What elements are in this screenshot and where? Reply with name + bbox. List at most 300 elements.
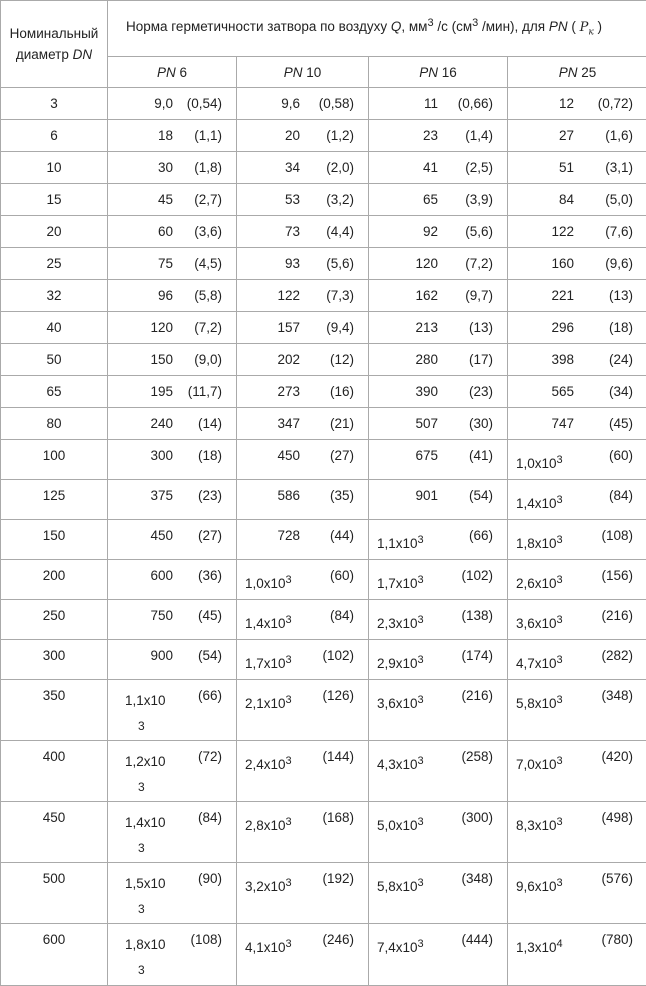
norm-value-cm3min: (44) xyxy=(330,528,354,543)
norm-value-mm3s: 507 xyxy=(415,416,438,431)
table-row xyxy=(1,248,646,280)
dn-cell: 25 xyxy=(1,248,108,280)
table-row xyxy=(1,152,646,184)
norm-value-mm3s: 157 xyxy=(277,320,300,335)
table-row xyxy=(1,184,646,216)
norm-value-cm3min: (7,3) xyxy=(326,288,354,303)
norm-value-mm3s: 221 xyxy=(551,288,574,303)
norm-value-mm3s: 586 xyxy=(277,488,300,503)
pn-column-header: PN 16 xyxy=(369,57,508,88)
norm-value-cm3min: (9,0) xyxy=(194,352,222,367)
table-row xyxy=(1,312,646,344)
norm-cell xyxy=(508,802,646,863)
norm-value-mm3s: 1,8x10 3 xyxy=(125,932,175,983)
norm-value-mm3s: 900 xyxy=(150,648,173,663)
norm-value-mm3s: 122 xyxy=(551,224,574,239)
norm-value-mm3s: $5,8x10^3$ xyxy=(516,696,563,711)
norm-value-cm3min: (444) xyxy=(461,932,493,947)
norm-value-mm3s: 122 xyxy=(277,288,300,303)
norm-value-cm3min: (138) xyxy=(461,608,493,623)
norm-value-cm3min: (66) xyxy=(198,688,222,703)
norm-cell xyxy=(237,600,369,640)
norm-cell xyxy=(237,480,369,520)
norm-value-cm3min: (12) xyxy=(330,352,354,367)
norm-value-mm3s: 11 xyxy=(424,96,438,111)
norm-value-mm3s: 93 xyxy=(285,256,300,271)
norm-cell xyxy=(237,802,369,863)
table-row xyxy=(1,802,646,863)
norm-value-mm3s: $2,4x10^3$ xyxy=(245,757,292,772)
norm-cell xyxy=(369,802,508,863)
norm-value-cm3min: (13) xyxy=(609,288,633,303)
norm-value-cm3min: (216) xyxy=(602,608,634,623)
norm-value-mm3s: $1,7x10^3$ xyxy=(245,656,292,671)
norm-value-mm3s: 1,4x10 3 xyxy=(125,810,175,861)
norm-value-cm3min: (168) xyxy=(322,810,354,825)
norm-value-mm3s: $2,9x10^3$ xyxy=(377,656,424,671)
norm-value-cm3min: (102) xyxy=(322,648,354,663)
norm-value-mm3s: $1,0x10^3$ xyxy=(245,576,292,591)
dn-cell: 32 xyxy=(1,280,108,312)
dn-cell: 200 xyxy=(1,560,108,600)
norm-cell xyxy=(108,216,237,248)
dn-cell: 3 xyxy=(1,88,108,120)
norm-value-mm3s: 96 xyxy=(158,288,173,303)
norm-cell xyxy=(237,184,369,216)
norm-value-mm3s: $1,7x10^3$ xyxy=(377,576,424,591)
norm-value-mm3s: $2,6x10^3$ xyxy=(516,576,563,591)
norm-value-cm3min: (21) xyxy=(330,416,354,431)
norm-value-mm3s: $4,7x10^3$ xyxy=(516,656,563,671)
norm-cell xyxy=(108,120,237,152)
norm-value-cm3min: (18) xyxy=(198,448,222,463)
norm-cell xyxy=(369,408,508,440)
norm-cell xyxy=(108,741,237,802)
norm-value-mm3s: 280 xyxy=(415,352,438,367)
norm-value-cm3min: (84) xyxy=(330,608,354,623)
norm-cell xyxy=(108,408,237,440)
norm-cell xyxy=(508,741,646,802)
norm-value-cm3min: (54) xyxy=(469,488,493,503)
norm-value-mm3s: 30 xyxy=(158,160,173,175)
norm-value-cm3min: (23) xyxy=(469,384,493,399)
norm-value-cm3min: (27) xyxy=(198,528,222,543)
norm-cell xyxy=(237,408,369,440)
norm-value-mm3s: 1,1x10 3 xyxy=(125,688,175,739)
norm-value-mm3s: $9,6x10^3$ xyxy=(516,879,563,894)
norm-cell xyxy=(369,248,508,280)
norm-value-cm3min: (0,58) xyxy=(319,96,354,111)
norm-cell xyxy=(369,520,508,560)
dn-cell: 6 xyxy=(1,120,108,152)
norm-value-mm3s: 9,0 xyxy=(154,96,173,111)
norm-value-cm3min: (60) xyxy=(330,568,354,583)
dn-cell: 10 xyxy=(1,152,108,184)
norm-value-mm3s: 162 xyxy=(415,288,438,303)
norm-cell xyxy=(508,560,646,600)
norm-value-cm3min: (1,8) xyxy=(194,160,222,175)
dn-cell: 350 xyxy=(1,680,108,741)
table-row xyxy=(1,560,646,600)
norm-value-cm3min: (246) xyxy=(322,932,354,947)
norm-value-cm3min: (11,7) xyxy=(188,384,222,399)
norm-value-mm3s: 450 xyxy=(277,448,300,463)
norm-value-cm3min: (2,5) xyxy=(465,160,493,175)
dn-cell: 500 xyxy=(1,863,108,924)
table-row xyxy=(1,924,646,986)
norm-cell xyxy=(108,600,237,640)
norm-cell xyxy=(108,440,237,480)
table-row xyxy=(1,440,646,480)
dn-cell: 80 xyxy=(1,408,108,440)
norm-cell xyxy=(108,924,237,986)
norm-cell xyxy=(369,184,508,216)
norm-cell xyxy=(508,88,646,120)
norm-value-mm3s: 1,5x10 3 xyxy=(125,871,175,922)
norm-value-cm3min: (102) xyxy=(461,568,493,583)
norm-value-cm3min: (1,1) xyxy=(194,128,222,143)
norm-value-mm3s: $2,1x10^3$ xyxy=(245,696,292,711)
norm-value-cm3min: (3,1) xyxy=(605,160,633,175)
norm-value-cm3min: (0,72) xyxy=(598,96,633,111)
norm-value-mm3s: 160 xyxy=(551,256,574,271)
norm-cell xyxy=(108,560,237,600)
norm-value-mm3s: 202 xyxy=(277,352,300,367)
table-row xyxy=(1,640,646,680)
norm-value-cm3min: (7,2) xyxy=(465,256,493,271)
table-row xyxy=(1,216,646,248)
norm-value-mm3s: $1,4x10^3$ xyxy=(516,496,563,511)
norm-value-mm3s: 600 xyxy=(150,568,173,583)
norm-value-cm3min: (9,6) xyxy=(605,256,633,271)
table-row xyxy=(1,680,646,741)
norm-value-cm3min: (45) xyxy=(609,416,633,431)
norm-value-cm3min: (60) xyxy=(609,448,633,463)
norm-cell xyxy=(508,248,646,280)
norm-value-mm3s: 450 xyxy=(150,528,173,543)
norm-cell xyxy=(369,440,508,480)
norm-value-mm3s: 747 xyxy=(551,416,574,431)
norm-cell xyxy=(369,280,508,312)
dn-cell: 20 xyxy=(1,216,108,248)
norm-value-mm3s: $1,1x10^3$ xyxy=(377,536,424,551)
dn-cell: 250 xyxy=(1,600,108,640)
norm-cell xyxy=(108,480,237,520)
norm-value-mm3s: $2,3x10^3$ xyxy=(377,616,424,631)
norm-value-cm3min: (54) xyxy=(198,648,222,663)
norm-value-cm3min: (41) xyxy=(469,448,493,463)
norm-cell xyxy=(508,184,646,216)
norm-value-cm3min: (90) xyxy=(198,871,222,886)
norm-value-mm3s: 750 xyxy=(150,608,173,623)
dn-cell: 300 xyxy=(1,640,108,680)
dn-cell: 65 xyxy=(1,376,108,408)
norm-value-mm3s: 675 xyxy=(415,448,438,463)
norm-value-cm3min: (348) xyxy=(461,871,493,886)
norm-value-mm3s: 240 xyxy=(150,416,173,431)
pn-column-header: PN 10 xyxy=(237,57,369,88)
norm-value-mm3s: 398 xyxy=(551,352,574,367)
norm-value-mm3s: 347 xyxy=(277,416,300,431)
norm-cell xyxy=(508,924,646,986)
norm-value-mm3s: 65 xyxy=(423,192,438,207)
dn-cell: 40 xyxy=(1,312,108,344)
norm-cell xyxy=(508,600,646,640)
norm-value-cm3min: (156) xyxy=(602,568,634,583)
norm-value-cm3min: (258) xyxy=(461,749,493,764)
norm-cell xyxy=(108,88,237,120)
norm-value-mm3s: 18 xyxy=(158,128,173,143)
norm-value-mm3s: $8,3x10^3$ xyxy=(516,818,563,833)
norm-value-mm3s: $7,4x10^3$ xyxy=(377,940,424,955)
norm-value-cm3min: (24) xyxy=(609,352,633,367)
norm-cell xyxy=(237,152,369,184)
norm-cell xyxy=(108,520,237,560)
norm-value-cm3min: (348) xyxy=(602,688,634,703)
table-row xyxy=(1,120,646,152)
norm-value-cm3min: (1,4) xyxy=(465,128,493,143)
norm-cell xyxy=(369,88,508,120)
dn-cell: 150 xyxy=(1,520,108,560)
table-row xyxy=(1,344,646,376)
norm-value-mm3s: $4,3x10^3$ xyxy=(377,757,424,772)
norm-cell xyxy=(237,863,369,924)
norm-cell xyxy=(508,680,646,741)
table-row xyxy=(1,741,646,802)
dn-cell: 450 xyxy=(1,802,108,863)
norm-cell xyxy=(237,280,369,312)
norm-value-cm3min: (4,4) xyxy=(326,224,354,239)
norm-value-cm3min: (17) xyxy=(469,352,493,367)
norm-value-cm3min: (3,9) xyxy=(465,192,493,207)
norm-cell xyxy=(369,480,508,520)
norm-value-mm3s: 75 xyxy=(158,256,173,271)
norm-cell xyxy=(508,480,646,520)
norm-cell xyxy=(237,88,369,120)
norm-cell xyxy=(369,344,508,376)
norm-value-cm3min: (5,6) xyxy=(326,256,354,271)
norm-value-mm3s: 375 xyxy=(150,488,173,503)
norm-value-cm3min: (282) xyxy=(602,648,634,663)
norm-value-mm3s: $7,0x10^3$ xyxy=(516,757,563,772)
pn-column-header: PN 25 xyxy=(508,57,646,88)
norm-value-cm3min: (34) xyxy=(609,384,633,399)
norm-value-cm3min: (27) xyxy=(330,448,354,463)
norm-cell xyxy=(237,376,369,408)
norm-cell xyxy=(237,741,369,802)
norm-cell xyxy=(237,560,369,600)
table-row xyxy=(1,863,646,924)
norm-cell xyxy=(237,640,369,680)
norm-value-mm3s: 565 xyxy=(551,384,574,399)
norm-value-cm3min: (66) xyxy=(469,528,493,543)
norm-cell xyxy=(237,680,369,741)
norm-value-cm3min: (84) xyxy=(198,810,222,825)
norm-value-cm3min: (84) xyxy=(609,488,633,503)
norm-cell xyxy=(237,344,369,376)
norm-cell xyxy=(508,120,646,152)
table-row xyxy=(1,280,646,312)
norm-value-cm3min: (126) xyxy=(322,688,354,703)
table-row xyxy=(1,408,646,440)
norm-value-cm3min: (0,66) xyxy=(458,96,493,111)
norm-value-mm3s: 51 xyxy=(559,160,574,175)
norm-cell xyxy=(508,376,646,408)
norm-cell xyxy=(508,216,646,248)
norm-value-mm3s: 60 xyxy=(158,224,173,239)
norm-cell xyxy=(508,520,646,560)
norm-value-cm3min: (14) xyxy=(198,416,222,431)
norm-value-cm3min: (3,6) xyxy=(194,224,222,239)
norm-value-cm3min: (7,6) xyxy=(605,224,633,239)
norm-value-mm3s: 273 xyxy=(277,384,300,399)
norm-value-cm3min: (576) xyxy=(602,871,634,886)
norm-value-mm3s: 9,6 xyxy=(281,96,300,111)
norm-cell xyxy=(108,280,237,312)
norm-value-mm3s: $1,8x10^3$ xyxy=(516,536,563,551)
norm-value-cm3min: (498) xyxy=(602,810,634,825)
norm-cell xyxy=(237,120,369,152)
norm-value-cm3min: (4,5) xyxy=(194,256,222,271)
norm-value-cm3min: (72) xyxy=(198,749,222,764)
norm-value-cm3min: (780) xyxy=(602,932,634,947)
norm-cell xyxy=(108,640,237,680)
norm-value-mm3s: 120 xyxy=(150,320,173,335)
norm-value-mm3s: 1,2x10 3 xyxy=(125,749,175,800)
norm-value-cm3min: (174) xyxy=(461,648,493,663)
table-row xyxy=(1,480,646,520)
norm-cell xyxy=(369,924,508,986)
norm-cell xyxy=(508,152,646,184)
norm-value-mm3s: 20 xyxy=(285,128,300,143)
dn-cell: 50 xyxy=(1,344,108,376)
norm-cell xyxy=(108,680,237,741)
norm-cell xyxy=(108,344,237,376)
norm-value-cm3min: (16) xyxy=(330,384,354,399)
norm-value-mm3s: $1,4x10^3$ xyxy=(245,616,292,631)
norm-value-mm3s: 390 xyxy=(415,384,438,399)
norm-value-cm3min: (9,7) xyxy=(465,288,493,303)
norm-cell xyxy=(237,924,369,986)
norm-cell xyxy=(369,376,508,408)
norm-cell xyxy=(369,152,508,184)
norm-value-mm3s: $3,2x10^3$ xyxy=(245,879,292,894)
norm-value-mm3s: 34 xyxy=(285,160,300,175)
norm-cell xyxy=(108,152,237,184)
norm-cell xyxy=(369,600,508,640)
leakage-norm-header: Норма герметичности затвора по воздуху Q, $мм^3$ /с ($см^3$ /мин), для PN ( $P_к$ ) xyxy=(108,1,646,57)
norm-value-cm3min: (45) xyxy=(198,608,222,623)
table-row xyxy=(1,88,646,120)
table-row xyxy=(1,376,646,408)
norm-cell xyxy=(369,120,508,152)
norm-cell xyxy=(369,312,508,344)
norm-cell xyxy=(108,376,237,408)
dn-cell: 15 xyxy=(1,184,108,216)
dn-column-header: Номинальный диаметр DN xyxy=(1,1,108,88)
norm-value-mm3s: $1,3x10^4$ xyxy=(516,940,563,955)
norm-value-mm3s: 23 xyxy=(423,128,438,143)
norm-value-mm3s: $4,1x10^3$ xyxy=(245,940,292,955)
norm-value-cm3min: (30) xyxy=(469,416,493,431)
norm-value-mm3s: 41 xyxy=(423,160,438,175)
norm-value-cm3min: (23) xyxy=(198,488,222,503)
norm-cell xyxy=(237,312,369,344)
norm-cell xyxy=(108,184,237,216)
norm-cell xyxy=(508,280,646,312)
pk-symbol: $P_к$ xyxy=(580,20,594,38)
norm-value-mm3s: $1,0x10^3$ xyxy=(516,456,563,471)
norm-cell xyxy=(508,312,646,344)
norm-cell xyxy=(369,640,508,680)
norm-value-mm3s: $3,6x10^3$ xyxy=(377,696,424,711)
norm-cell xyxy=(237,520,369,560)
norm-cell xyxy=(108,248,237,280)
table-row xyxy=(1,600,646,640)
norm-cell xyxy=(237,216,369,248)
norm-value-mm3s: 92 xyxy=(423,224,438,239)
norm-cell xyxy=(508,408,646,440)
norm-value-cm3min: (18) xyxy=(609,320,633,335)
norm-value-mm3s: 120 xyxy=(415,256,438,271)
table-row xyxy=(1,520,646,560)
norm-cell xyxy=(369,216,508,248)
norm-value-cm3min: (7,2) xyxy=(194,320,222,335)
norm-value-mm3s: 901 xyxy=(415,488,438,503)
norm-value-cm3min: (420) xyxy=(602,749,634,764)
norm-value-mm3s: 296 xyxy=(551,320,574,335)
dn-cell: 600 xyxy=(1,924,108,986)
norm-value-mm3s: 45 xyxy=(158,192,173,207)
norm-value-mm3s: 213 xyxy=(415,320,438,335)
norm-value-cm3min: (216) xyxy=(461,688,493,703)
pn-column-header: PN 6 xyxy=(108,57,237,88)
norm-cell xyxy=(369,560,508,600)
norm-value-cm3min: (5,6) xyxy=(465,224,493,239)
norm-value-mm3s: $5,8x10^3$ xyxy=(377,879,424,894)
norm-value-cm3min: (5,0) xyxy=(605,192,633,207)
norm-value-cm3min: (36) xyxy=(198,568,222,583)
norm-value-mm3s: 12 xyxy=(559,96,574,111)
norm-cell xyxy=(369,741,508,802)
norm-cell xyxy=(237,248,369,280)
norm-cell xyxy=(508,344,646,376)
norm-value-mm3s: $2,8x10^3$ xyxy=(245,818,292,833)
norm-cell xyxy=(108,863,237,924)
dn-cell: 125 xyxy=(1,480,108,520)
norm-value-mm3s: 728 xyxy=(277,528,300,543)
norm-cell xyxy=(508,640,646,680)
norm-cell xyxy=(108,312,237,344)
norm-value-cm3min: (13) xyxy=(469,320,493,335)
norm-value-cm3min: (0,54) xyxy=(187,96,222,111)
norm-value-cm3min: (144) xyxy=(322,749,354,764)
norm-value-cm3min: (300) xyxy=(461,810,493,825)
norm-cell xyxy=(508,440,646,480)
norm-value-cm3min: (9,4) xyxy=(326,320,354,335)
norm-value-mm3s: 27 xyxy=(559,128,574,143)
norm-value-mm3s: 195 xyxy=(150,384,173,399)
norm-value-cm3min: (108) xyxy=(602,528,634,543)
dn-cell: 100 xyxy=(1,440,108,480)
norm-cell xyxy=(108,802,237,863)
dn-cell: 400 xyxy=(1,741,108,802)
norm-cell xyxy=(237,440,369,480)
norm-value-mm3s: 300 xyxy=(150,448,173,463)
norm-value-cm3min: (35) xyxy=(330,488,354,503)
norm-value-cm3min: (108) xyxy=(190,932,222,947)
norm-value-cm3min: (1,6) xyxy=(605,128,633,143)
